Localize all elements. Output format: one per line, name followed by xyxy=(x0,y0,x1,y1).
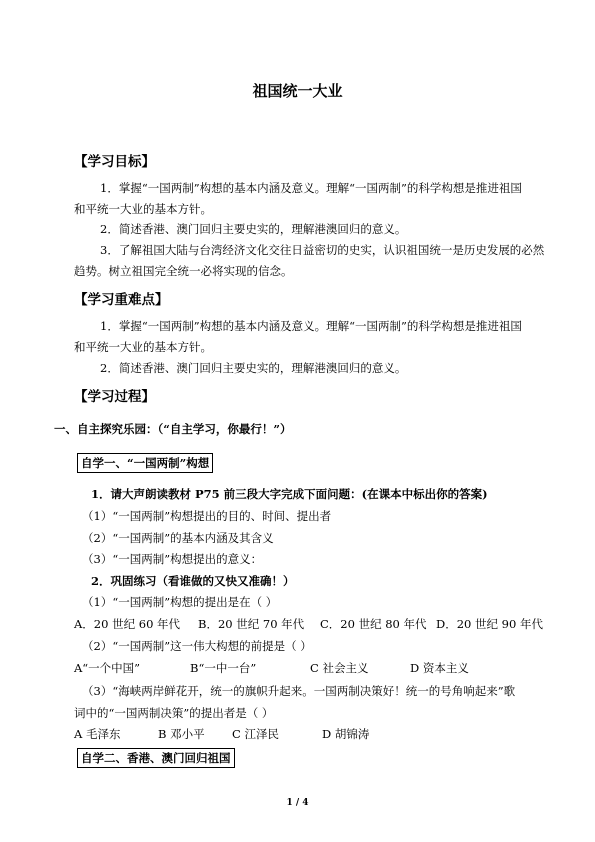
key-points-heading: 【学习重难点】 xyxy=(74,292,169,308)
key-point-line-2: 和平统一大业的基本方针。 xyxy=(74,340,212,354)
question-1-item-2: （2）“一国两制”的基本内涵及其含义 xyxy=(82,531,274,545)
question-1-item-1: （1）“一国两制”构想提出的目的、时间、提出者 xyxy=(82,509,332,523)
exercise-2-option-b: B“一中一台” xyxy=(190,661,257,675)
exercise-1-option-b: B．20 世纪 70 年代 xyxy=(198,617,305,631)
exercise-1-stem: （1）“一国两制”构想的提出是在（ ） xyxy=(82,595,278,609)
objective-line-3: 2．简述香港、澳门回归主要史实的，理解港澳回归的意义。 xyxy=(100,222,407,236)
key-point-line-1: 1．掌握“一国两制”构想的基本内涵及意义。理解“一国两制”的科学构想是推进祖国 xyxy=(100,319,522,333)
objective-line-1: 1．掌握“一国两制”构想的基本内涵及意义。理解“一国两制”的科学构想是推进祖国 xyxy=(100,181,522,195)
process-heading: 【学习过程】 xyxy=(74,389,155,405)
exercise-3-stem-line-2: 词中的“一国两制决策”的提出者是（ ） xyxy=(74,706,274,720)
exercise-3-option-b: B 邓小平 xyxy=(158,727,205,741)
question-2-title: 2．巩固练习（看谁做的又快又准确！） xyxy=(91,574,295,588)
page-number: 1 / 4 xyxy=(286,798,309,808)
exercise-1-option-c: C．20 世纪 80 年代 xyxy=(320,617,427,631)
objective-line-5: 趋势。树立祖国完全统一必将实现的信念。 xyxy=(74,264,293,278)
exercise-1-option-a: A．20 世纪 60 年代 xyxy=(74,617,181,631)
exercise-3-option-a: A 毛泽东 xyxy=(74,727,121,741)
section-box-one-country-two-systems: 自学一、“一国两制”构想 xyxy=(77,453,213,473)
exercise-3-stem-line-1: （3）“海峡两岸鲜花开，统一的旗帜升起来。一国两制决策好！统一的号角响起来”歌 xyxy=(82,684,516,698)
exercise-2-option-a: A“一个中国” xyxy=(74,661,141,675)
exercise-3-option-c: C 江泽民 xyxy=(232,727,279,741)
question-1-item-3: （3）“一国两制”构想提出的意义： xyxy=(82,552,263,566)
exercise-1-option-d: D．20 世纪 90 年代 xyxy=(436,617,543,631)
part1-title: 一、自主探究乐园：（“自主学习，你最行！”） xyxy=(54,422,292,436)
question-1-title: 1．请大声朗读教材 P75 前三段大字完成下面问题：(在课本中标出你的答案) xyxy=(91,487,488,501)
section-box-hk-macau-return: 自学二、香港、澳门回归祖国 xyxy=(77,748,235,768)
objective-line-4: 3．了解祖国大陆与台湾经济文化交往日益密切的史实，认识祖国统一是历史发展的必然 xyxy=(100,243,545,257)
objective-line-2: 和平统一大业的基本方针。 xyxy=(74,202,212,216)
key-point-line-3: 2．简述香港、澳门回归主要史实的，理解港澳回归的意义。 xyxy=(100,361,407,375)
objectives-heading: 【学习目标】 xyxy=(74,154,155,170)
page-title: 祖国统一大业 xyxy=(252,82,343,100)
exercise-2-option-d: D 资本主义 xyxy=(410,661,469,675)
exercise-2-stem: （2）“一国两制”这一伟大构想的前提是（ ） xyxy=(82,639,312,653)
exercise-3-option-d: D 胡锦涛 xyxy=(322,727,370,741)
exercise-2-option-c: C 社会主义 xyxy=(310,661,369,675)
